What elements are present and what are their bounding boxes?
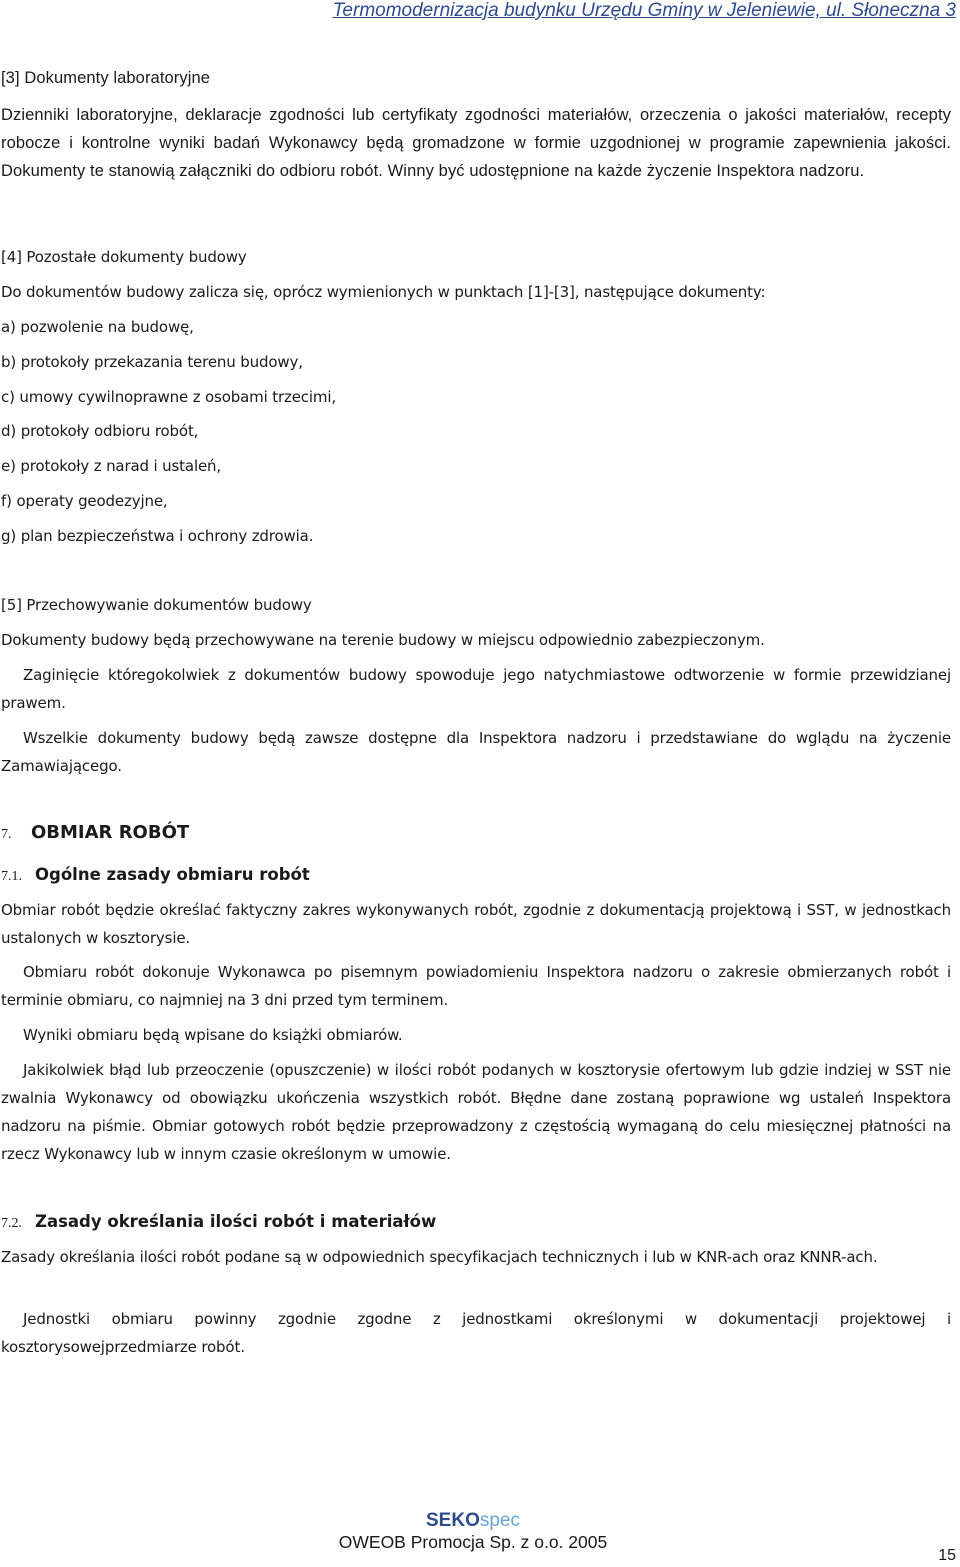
subsection-7-2-paragraph-2: Jednostki obmiaru powinny zgodnie zgodne z jednostkami określonymi w dokumentacji projektowej i kosztorysowejprzedmiarze robót.	[1, 1310, 951, 1356]
section5-heading: [5] Przechowywanie dokumentów budowy	[1, 596, 312, 614]
subsection-number: 7.2.	[1, 1216, 22, 1231]
subsection-7-1-paragraph-1: Obmiar robót będzie określać faktyczny zakres wykonywanych robót, zgodnie z dokumentacją projektową i SST, w jednostkach ustalonych w kosztorysie.	[1, 901, 951, 947]
chapter-heading	[1, 819, 189, 849]
section5-paragraph-2: Zaginięcie któregokolwiek z dokumentów budowy spowoduje jego natychmiastowe odtworzenie w formie przewidzianej prawem.	[1, 666, 951, 712]
footer-logo	[0, 1510, 946, 1532]
list-item: g) plan bezpieczeństwa i ochrony zdrowia.	[1, 527, 314, 545]
list-item: b) protokoły przekazania terenu budowy,	[1, 353, 303, 371]
list-item: c) umowy cywilnoprawne z osobami trzecimi,	[1, 388, 337, 406]
section4-heading: [4] Pozostałe dokumenty budowy	[1, 248, 247, 266]
list-item: d) protokoły odbioru robót,	[1, 422, 199, 440]
footer-logo-part-a: SEKO	[426, 1510, 480, 1531]
section5-paragraph-1: Dokumenty budowy będą przechowywane na terenie budowy w miejscu odpowiednio zabezpieczonym.	[1, 631, 765, 649]
subsection-7-1-heading	[1, 861, 310, 891]
chapter-title: OBMIAR ROBÓT	[31, 822, 190, 843]
section3-heading: [3] Dokumenty laboratoryjne	[1, 69, 211, 87]
footer-company: OWEOB Promocja Sp. z o.o. 2005	[338, 1532, 608, 1552]
section5-paragraph-3: Wszelkie dokumenty budowy będą zawsze dostępne dla Inspektora nadzoru i przedstawiane do wglądu na życzenie Zamawiającego.	[1, 729, 951, 775]
page-number: 15	[938, 1547, 956, 1564]
section4-intro: Do dokumentów budowy zalicza się, oprócz wymienionych w punktach [1]-[3], następujące dokumenty:	[1, 283, 766, 301]
subsection-7-1-paragraph-2: Obmiaru robót dokonuje Wykonawca po pisemnym powiadomieniu Inspektora nadzoru o zakresie obmierzanych robót i terminie obmiaru, co najmniej na 3 dni przed tym terminem.	[1, 963, 951, 1009]
subsection-title: Ogólne zasady obmiaru robót	[35, 865, 310, 884]
subsection-title: Zasady określania ilości robót i materiałów	[35, 1212, 437, 1231]
subsection-7-2-heading	[1, 1208, 436, 1238]
subsection-7-1-paragraph-3: Wyniki obmiaru będą wpisane do książki obmiarów.	[23, 1026, 403, 1044]
list-item: f) operaty geodezyjne,	[1, 492, 168, 510]
footer-logo-part-b: spec	[479, 1510, 520, 1531]
subsection-number: 7.1.	[1, 869, 22, 884]
subsection-7-1-paragraph-4: Jakikolwiek błąd lub przeoczenie (opuszczenie) w ilości robót podanych w kosztorysie ofertowym lub gdzie indziej w SST nie zwalnia Wykonawcy od obowiązku ukończenia wszystkich robót. Błędne dane zostaną poprawione wg ustaleń Inspektora nadzoru na piśmie. Obmiar gotowych robót będzie przeprowadzony z częstością wymaganą do celu miesięcznej płatności na rzecz Wykonawcy lub w innym czasie określonym w umowie.	[1, 1061, 951, 1163]
list-item: a) pozwolenie na budowę,	[1, 318, 194, 336]
page-header-title: Termomodernizacja budynku Urzędu Gminy w Jeleniewie, ul. Słoneczna 3	[332, 0, 956, 21]
subsection-7-2-paragraph-1: Zasady określania ilości robót podane są w odpowiednich specyfikacjach technicznych i lub w KNR-ach oraz KNNR-ach.	[1, 1248, 878, 1266]
section3-paragraph: Dzienniki laboratoryjne, deklaracje zgodności lub certyfikaty zgodności materiałów, orzeczenia o jakości materiałów, recepty robocze i kontrolne wyniki badań Wykonawcy będą gromadzone w formie uzgodnionej w programie zapewnienia jakości. Dokumenty te stanowią załączniki do odbioru robót. Winny być udostępnione na każde życzenie Inspektora nadzoru.	[1, 106, 951, 180]
list-item: e) protokoły z narad i ustaleń,	[1, 457, 222, 475]
chapter-number: 7.	[1, 827, 12, 842]
